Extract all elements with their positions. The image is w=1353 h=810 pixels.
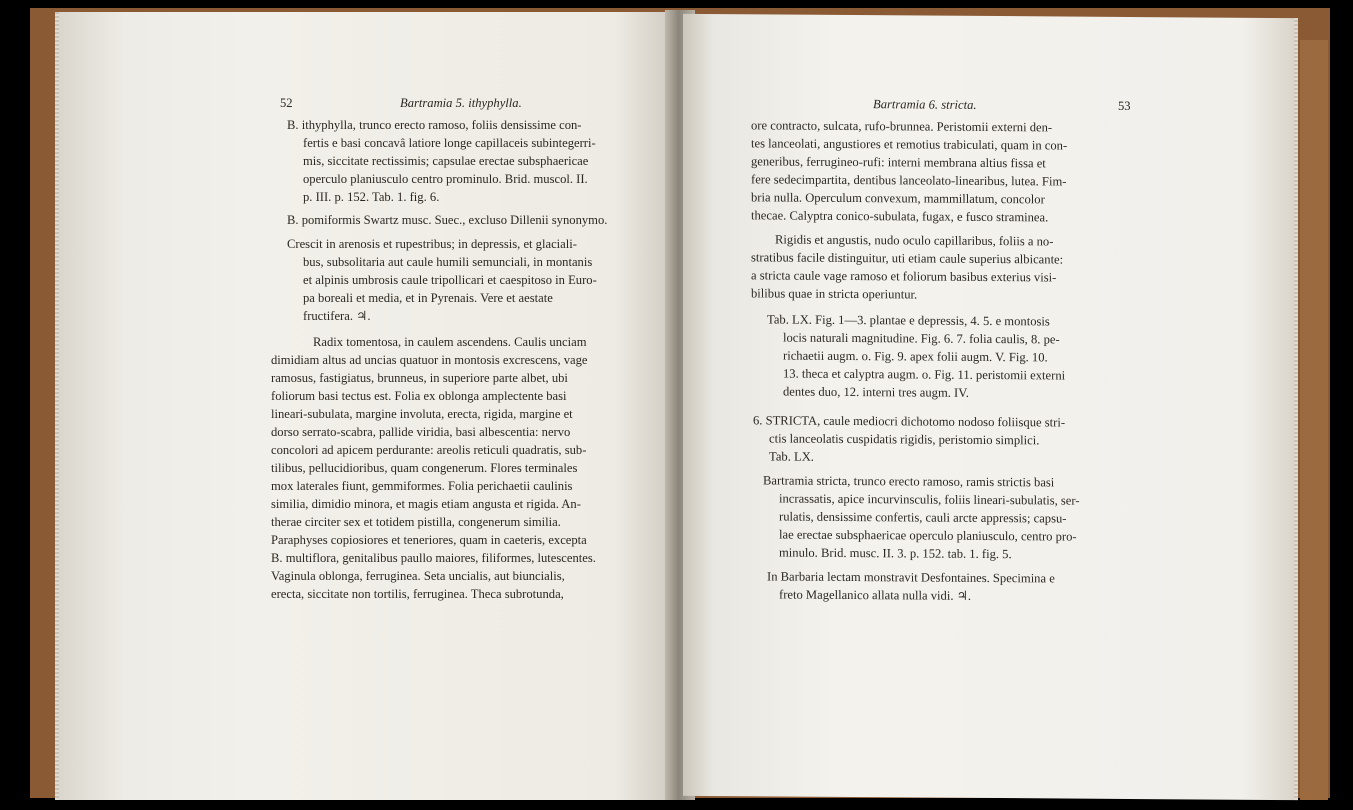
text-line: p. III. p. 152. Tab. 1. fig. 6.: [303, 190, 440, 204]
text-line: Tab. LX.: [769, 449, 814, 464]
text-line: Vaginula oblonga, ferruginea. Seta uncialis, aut biuncialis,: [271, 569, 565, 583]
text-line: stratibus facile distinguitur, uti etiam caule superius albicante:: [751, 250, 1064, 267]
text-line: Tab. LX. Fig. 1—3. plantae e depressis, 4. 5. e montosis: [767, 312, 1050, 329]
text-line: et alpinis umbrosis caule tripollicari et caespitoso in Euro-: [303, 273, 597, 287]
text-line: fertis e basi concavâ latiore longe capillaceis subintegerri-: [303, 136, 596, 150]
text-line: B. pomiformis Swartz musc. Suec., excluso Dillenii synonymo.: [287, 213, 608, 227]
text-line: bilibus quae in stricta operiuntur.: [751, 286, 918, 302]
text-line: B. ithyphylla, trunco erecto ramoso, foliis densissime con-: [287, 118, 582, 132]
running-head-right: Bartramia 6. stricta.: [873, 97, 977, 112]
page-number-right: 53: [1118, 98, 1131, 113]
text-line: rulatis, densissime confertis, cauli arcte appressis; capsu-: [779, 509, 1067, 526]
text-line: bria nulla. Operculum convexum, mammillatum, concolor: [751, 190, 1045, 207]
right-page-edge: [1294, 18, 1298, 800]
text-line: ore contracto, sulcata, rufo-brunnea. Peristomii externi den-: [751, 118, 1053, 135]
text-line: mox laterales fiunt, gemmiformes. Folia perichaetii caulinis: [271, 479, 573, 493]
text-line: tes lanceolati, angustiores et remotius trabiculati, quam in con-: [751, 136, 1068, 153]
text-line: locis naturali magnitudine. Fig. 6. 7. folia caulis, 8. pe-: [783, 330, 1060, 347]
text-line: fere sedecimpartita, dentibus lanceolato-linearibus, lutea. Fim-: [751, 172, 1067, 189]
text-line: dorso serrato-scabra, pallide viridia, basi albescentia: nervo: [271, 425, 571, 439]
text-line: generibus, ferrugineo-rufi: interni membrana altius fissa et: [751, 154, 1046, 171]
text-line: ramosus, fastigiatus, brunneus, in superiore parte albet, ubi: [271, 371, 568, 385]
text-line: Paraphyses copiosiores et teneriores, quam in caeteris, excepta: [271, 533, 587, 547]
text-line: thecae. Calyptra conico-subulata, fugax, e fusco straminea.: [751, 208, 1049, 225]
text-line: In Barbaria lectam monstravit Desfontaines. Specimina e: [767, 569, 1055, 586]
text-line: Rigidis et angustis, nudo oculo capillaribus, foliis a no-: [775, 232, 1054, 249]
text-line: richaetii augm. o. Fig. 9. apex folii augm. V. Fig. 10.: [783, 348, 1048, 365]
text-line: pa boreali et media, et in Pyrenais. Vere et aestate: [303, 291, 553, 305]
book-spine-edge: [1300, 40, 1328, 800]
text-line: dentes duo, 12. interni tres augm. IV.: [783, 384, 969, 400]
text-line: operculo planiusculo centro prominulo. Brid. muscol. II.: [303, 172, 588, 186]
text-line: 6. STRICTA, caule mediocri dichotomo nodoso foliisque stri-: [753, 413, 1066, 430]
text-line: minulo. Brid. musc. II. 3. p. 152. tab. 1. fig. 5.: [779, 545, 1012, 562]
text-line: Bartramia stricta, trunco erecto ramoso, ramis strictis basi: [763, 473, 1055, 490]
text-line: bus, subsolitaria aut caule humili semunciali, in montanis: [303, 255, 593, 269]
text-line: Crescit in arenosis et rupestribus; in depressis, et glaciali-: [287, 237, 577, 251]
text-line: Radix tomentosa, in caulem ascendens. Caulis unciam: [313, 335, 587, 349]
text-line: foliorum basi tectus est. Folia ex oblonga amplectente basi: [271, 389, 567, 403]
text-line: tilibus, pellucidioribus, quam congenerum. Flores terminales: [271, 461, 578, 475]
left-page: [55, 12, 675, 800]
left-page-edge: [55, 12, 59, 800]
right-page: [683, 14, 1298, 800]
page-number-left: 52: [280, 96, 293, 110]
text-line: ctis lanceolatis cuspidatis rigidis, peristomio simplici.: [769, 431, 1040, 448]
text-line: lae erectae subsphaericae operculo planiusculo, centro pro-: [779, 527, 1077, 544]
text-line: erecta, siccitate non tortilis, ferruginea. Theca subrotunda,: [271, 587, 564, 601]
text-line: similia, dimidio minora, et magis etiam angusta et rigida. An-: [271, 497, 581, 511]
text-line: lineari-subulata, margine involuta, erecta, rigida, margine et: [271, 407, 573, 421]
text-line: mis, siccitate rectissimis; capsulae erectae subsphaericae: [303, 154, 589, 168]
text-line: dimidiam altus ad uncias quatuor in montosis excrescens, vage: [271, 353, 588, 367]
text-line: B. multiflora, genitalibus paullo maiores, filiformes, lutescentes.: [271, 551, 596, 565]
text-line: concolori ad apicem perdurante: areolis reticuli quadratis, sub-: [271, 443, 587, 457]
text-line: incrassatis, apice incurvinsculis, foliis lineari-subulatis, ser-: [779, 491, 1080, 508]
text-line: a stricta caule vage ramoso et foliorum basibus exterius visi-: [751, 268, 1057, 285]
text-line: 13. theca et calyptra augm. o. Fig. 11. peristomii externi: [783, 366, 1066, 383]
text-line: fructifera. ♃.: [303, 309, 371, 323]
text-line: freto Magellanico allata nulla vidi. ♃.: [779, 587, 972, 603]
running-head-left: Bartramia 5. ithyphylla.: [400, 96, 522, 110]
text-line: therae circiter sex et totidem pistilla, congenerum similia.: [271, 515, 561, 529]
